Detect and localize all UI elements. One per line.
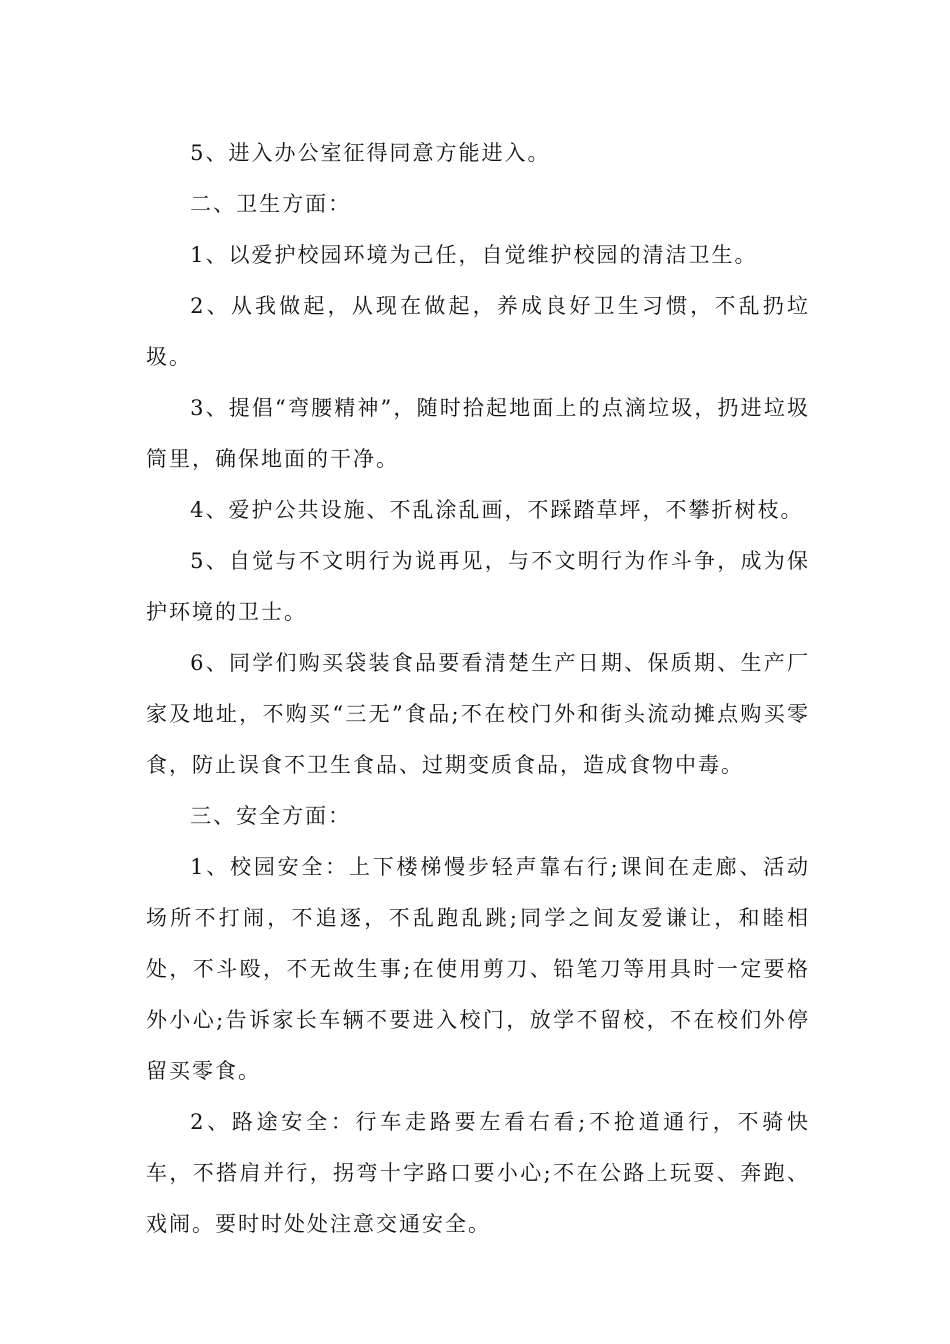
- paragraph-safety-1: 1、校园安全：上下楼梯慢步轻声靠右行;课间在走廊、活动场所不打闹，不追逐，不乱跑乱跳;同学之间友爱谦让，和睦相处，不斗殴，不无故生事;在使用剪刀、铅笔刀等用具时一定要格外小心;告诉家长车辆不要进入校门，放学不留校，不在校们外停留买零食。: [146, 855, 810, 1083]
- paragraph-hygiene-1: 1、以爱护校园环境为己任，自觉维护校园的清洁卫生。: [190, 243, 758, 267]
- paragraph-hygiene-5: 5、自觉与不文明行为说再见，与不文明行为作斗争，成为保护环境的卫士。: [146, 549, 810, 624]
- section-heading-hygiene: 二、卫生方面：: [190, 192, 352, 216]
- paragraph-hygiene-2: 2、从我做起，从现在做起，养成良好卫生习惯，不乱扔垃圾。: [146, 294, 810, 369]
- paragraph-office-entry: 5、进入办公室征得同意方能进入。: [190, 141, 551, 165]
- paragraph-hygiene-4: 4、爱护公共设施、不乱涂乱画，不踩踏草坪，不攀折树枝。: [190, 498, 804, 522]
- paragraph-hygiene-6: 6、同学们购买袋装食品要看清楚生产日期、保质期、生产厂家及地址，不购买“三无”食品;不在校门外和街头流动摊点购买零食，防止误食不卫生食品、过期变质食品，造成食物中毒。: [146, 651, 810, 777]
- paragraph-hygiene-3: 3、提倡“弯腰精神”，随时拾起地面上的点滴垃圾，扔进垃圾筒里，确保地面的干净。: [146, 396, 810, 471]
- document-body: [146, 128, 810, 1250]
- paragraph-safety-2: 2、路途安全：行车走路要左看右看;不抢道通行，不骑快车，不搭肩并行，拐弯十字路口要小心;不在公路上玩耍、奔跑、戏闹。要时时处处注意交通安全。: [146, 1110, 810, 1236]
- section-heading-safety: 三、安全方面：: [190, 804, 352, 828]
